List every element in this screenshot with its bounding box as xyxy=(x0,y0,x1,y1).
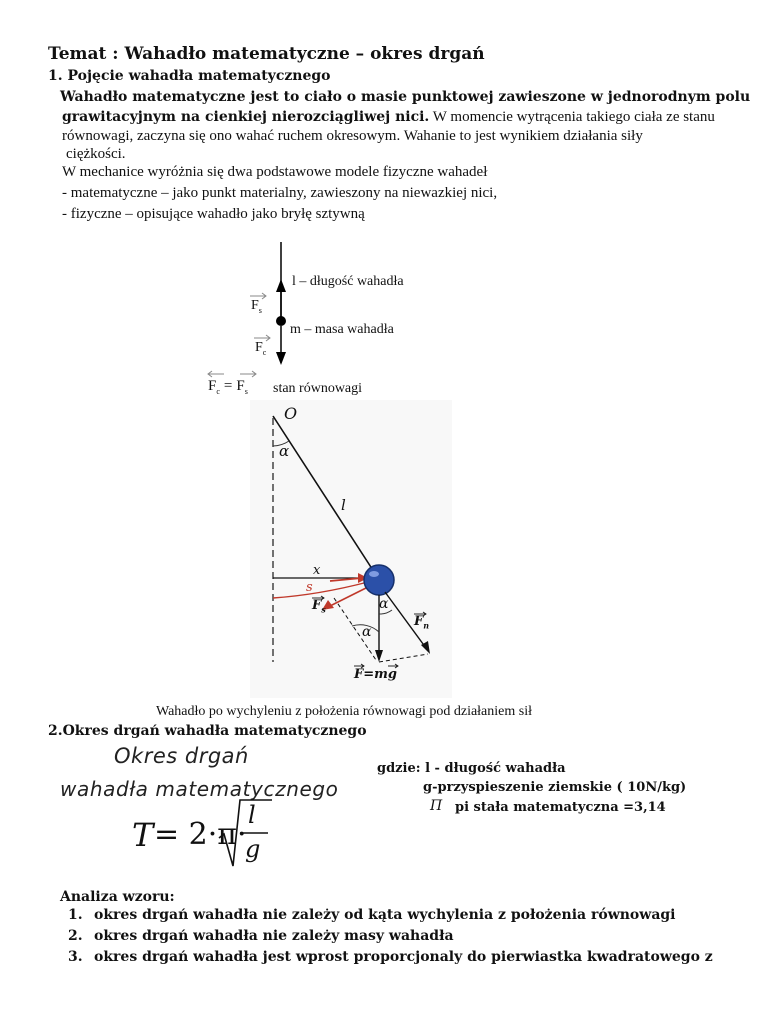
page-title: Temat : Wahadło matematyczne – okres drgań xyxy=(48,44,485,64)
alpha-top-label: α xyxy=(279,442,290,460)
figure-caption: Wahadło po wychyleniu z położenia równowagi pod działaniem sił xyxy=(156,704,532,719)
formula-caption-line-2: wahadła matematycznego xyxy=(60,777,339,801)
alpha-lower-label: α xyxy=(362,624,372,640)
fs-subscript-2: s xyxy=(321,604,326,615)
equality-fs-subscript: s xyxy=(244,387,248,396)
fs-letter-2: F xyxy=(312,598,322,613)
section-1-heading: 1. Pojęcie wahadła matematycznego xyxy=(48,68,331,84)
equality-fc-letter: F xyxy=(208,378,217,394)
fn-letter: F xyxy=(414,614,424,629)
analysis-item-2-text: okres drgań wahadła nie zależy masy wahadła xyxy=(94,928,454,944)
s-label: s xyxy=(306,580,313,595)
paragraph-line-3: równowagi, zaczyna się ono wahać ruchem okresowym. Wahanie to jest wynikiem działania siły xyxy=(62,128,643,144)
model-item-1: - matematyczne – jako punkt materialny, zawieszony na niewazkiej nici, xyxy=(62,185,498,201)
formula-denominator: g xyxy=(245,835,261,863)
origin-label: O xyxy=(284,404,298,423)
alpha-bob-label: α xyxy=(379,596,389,612)
fs-letter: F xyxy=(251,298,259,313)
formula-equals-part: = 2·π· xyxy=(154,817,247,852)
formula-numerator: l xyxy=(248,801,256,829)
analysis-item-1-text: okres drgań wahadła nie zależy od kąta wychylenia z położenia równowagi xyxy=(94,907,676,923)
length-label: l – długość wahadła xyxy=(292,274,404,289)
definition-line-2-bold: grawitacyjnym na cienkiej nierozciągliwej nici. xyxy=(62,109,430,125)
x-label: x xyxy=(313,563,321,578)
fc-letter: F xyxy=(255,340,263,355)
mass-label: m – masa wahadła xyxy=(290,322,394,337)
where-pi: pi stała matematyczna =3,14 xyxy=(455,800,666,815)
definition-line-2-rest: W momencie wytrącenia takiego ciała ze stanu xyxy=(429,109,715,125)
analysis-item-3-number: 3. xyxy=(68,949,83,965)
formula-caption-line-1: Okres drgań xyxy=(114,744,249,768)
equality-fs-letter: F xyxy=(236,378,245,394)
string-length-label: l xyxy=(341,496,346,514)
force-mg-label: F=mg xyxy=(354,667,397,682)
where-gravity: g-przyspieszenie ziemskie ( 10N/kg) xyxy=(423,780,687,795)
analysis-item-2 xyxy=(68,928,454,944)
where-length: gdzie: l - długość wahadła xyxy=(377,761,566,776)
fc-subscript: c xyxy=(262,347,267,357)
section-2-heading: 2.Okres drgań wahadła matematycznego xyxy=(48,723,367,739)
analysis-item-2-number: 2. xyxy=(68,928,83,944)
paragraph-line-5: W mechanice wyróżnia się dwa podstawowe modele fizyczne wahadeł xyxy=(62,164,488,180)
analysis-item-1 xyxy=(68,907,676,923)
analysis-item-1-number: 1. xyxy=(68,907,83,923)
equality-sign: = xyxy=(223,378,233,394)
analysis-item-3-text: okres drgań wahadła jest wprost proporcjonaly do pierwiastka kwadratowego z xyxy=(94,949,713,965)
equilibrium-label: stan równowagi xyxy=(273,381,363,396)
equality-fc-subscript: c xyxy=(216,387,220,396)
paragraph-line-4: ciężkości. xyxy=(66,146,126,162)
model-item-2: - fizyczne – opisujące wahadło jako bryłę sztywną xyxy=(62,206,365,222)
analysis-heading: Analiza wzoru: xyxy=(60,889,175,905)
formula-lhs: T xyxy=(132,816,154,854)
fn-subscript: n xyxy=(423,620,430,631)
pi-symbol: Π xyxy=(430,798,443,814)
analysis-item-3 xyxy=(68,949,713,965)
definition-line-1: Wahadło matematyczne jest to ciało o masie punktowej zawieszone w jednorodnym polu xyxy=(60,89,751,105)
fs-subscript: s xyxy=(258,305,262,315)
